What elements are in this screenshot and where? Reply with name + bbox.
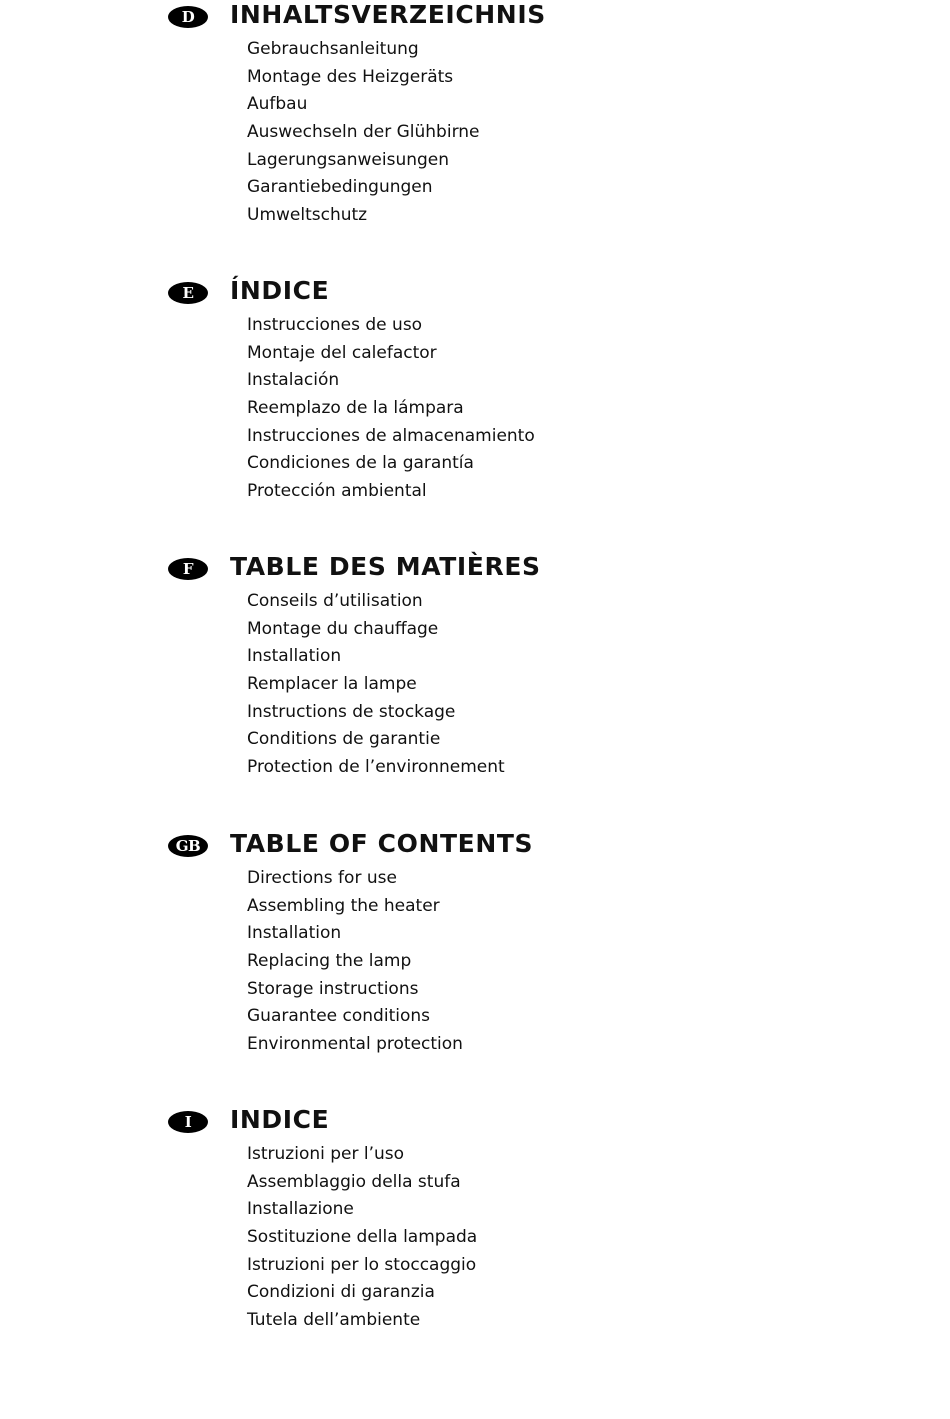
language-badge: F xyxy=(168,558,208,580)
language-badge: I xyxy=(168,1111,208,1133)
toc-list xyxy=(247,36,480,230)
toc-item: Umweltschutz xyxy=(247,205,368,226)
toc-item: Tutela dell’ambiente xyxy=(247,1310,421,1331)
section-title: ÍNDICE xyxy=(230,276,330,305)
toc-item: Installation xyxy=(247,923,342,944)
toc-item: Condiciones de la garantía xyxy=(247,453,474,474)
toc-item: Instrucciones de almacenamiento xyxy=(247,425,535,446)
toc-item: Reemplazo de la lámpara xyxy=(247,398,464,419)
toc-item: Aufbau xyxy=(247,94,308,115)
toc-item: Montage du chauffage xyxy=(247,618,439,639)
toc-item: Guarantee conditions xyxy=(247,1006,430,1027)
section-title: INDICE xyxy=(230,1105,330,1134)
toc-item: Conseils d’utilisation xyxy=(247,591,423,611)
toc-list xyxy=(247,588,505,782)
toc-item: Protection de l’environnement xyxy=(247,757,505,778)
toc-item: Directions for use xyxy=(247,868,397,888)
toc-item: Lagerungsanweisungen xyxy=(247,149,450,170)
toc-item: Conditions de garantie xyxy=(247,729,441,750)
toc-item: Istruzioni per lo stoccaggio xyxy=(247,1254,477,1275)
toc-item: Gebrauchsanleitung xyxy=(247,39,419,59)
section-title: TABLE DES MATIÈRES xyxy=(230,552,541,581)
section-title: INHALTSVERZEICHNIS xyxy=(230,0,546,29)
language-badge: GB xyxy=(168,835,208,857)
language-badge: D xyxy=(168,6,208,28)
toc-item: Remplacer la lampe xyxy=(247,674,417,695)
toc-item: Condizioni di garanzia xyxy=(247,1282,435,1303)
toc-item: Istruzioni per l’uso xyxy=(247,1144,405,1164)
toc-item: Installazione xyxy=(247,1199,354,1220)
toc-item: Installation xyxy=(247,646,342,667)
toc-item: Montaje del calefactor xyxy=(247,342,437,363)
toc-list xyxy=(247,312,535,506)
toc-item: Assembling the heater xyxy=(247,895,440,916)
toc-item: Sostituzione della lampada xyxy=(247,1227,478,1248)
toc-item: Environmental protection xyxy=(247,1034,463,1055)
toc-item: Montage des Heizgeräts xyxy=(247,66,454,87)
toc-item: Instructions de stockage xyxy=(247,701,456,722)
toc-item: Protección ambiental xyxy=(247,481,427,502)
toc-item: Auswechseln der Glühbirne xyxy=(247,122,480,143)
section-title: TABLE OF CONTENTS xyxy=(230,829,534,858)
toc-item: Instalación xyxy=(247,370,340,391)
toc-list xyxy=(247,1141,477,1335)
toc-list xyxy=(247,865,463,1059)
toc-item: Storage instructions xyxy=(247,978,419,999)
toc-item: Garantiebedingungen xyxy=(247,177,433,198)
toc-item: Assemblaggio della stufa xyxy=(247,1171,461,1192)
toc-item: Replacing the lamp xyxy=(247,951,412,972)
toc-item: Instrucciones de uso xyxy=(247,315,423,335)
language-badge: E xyxy=(168,282,208,304)
